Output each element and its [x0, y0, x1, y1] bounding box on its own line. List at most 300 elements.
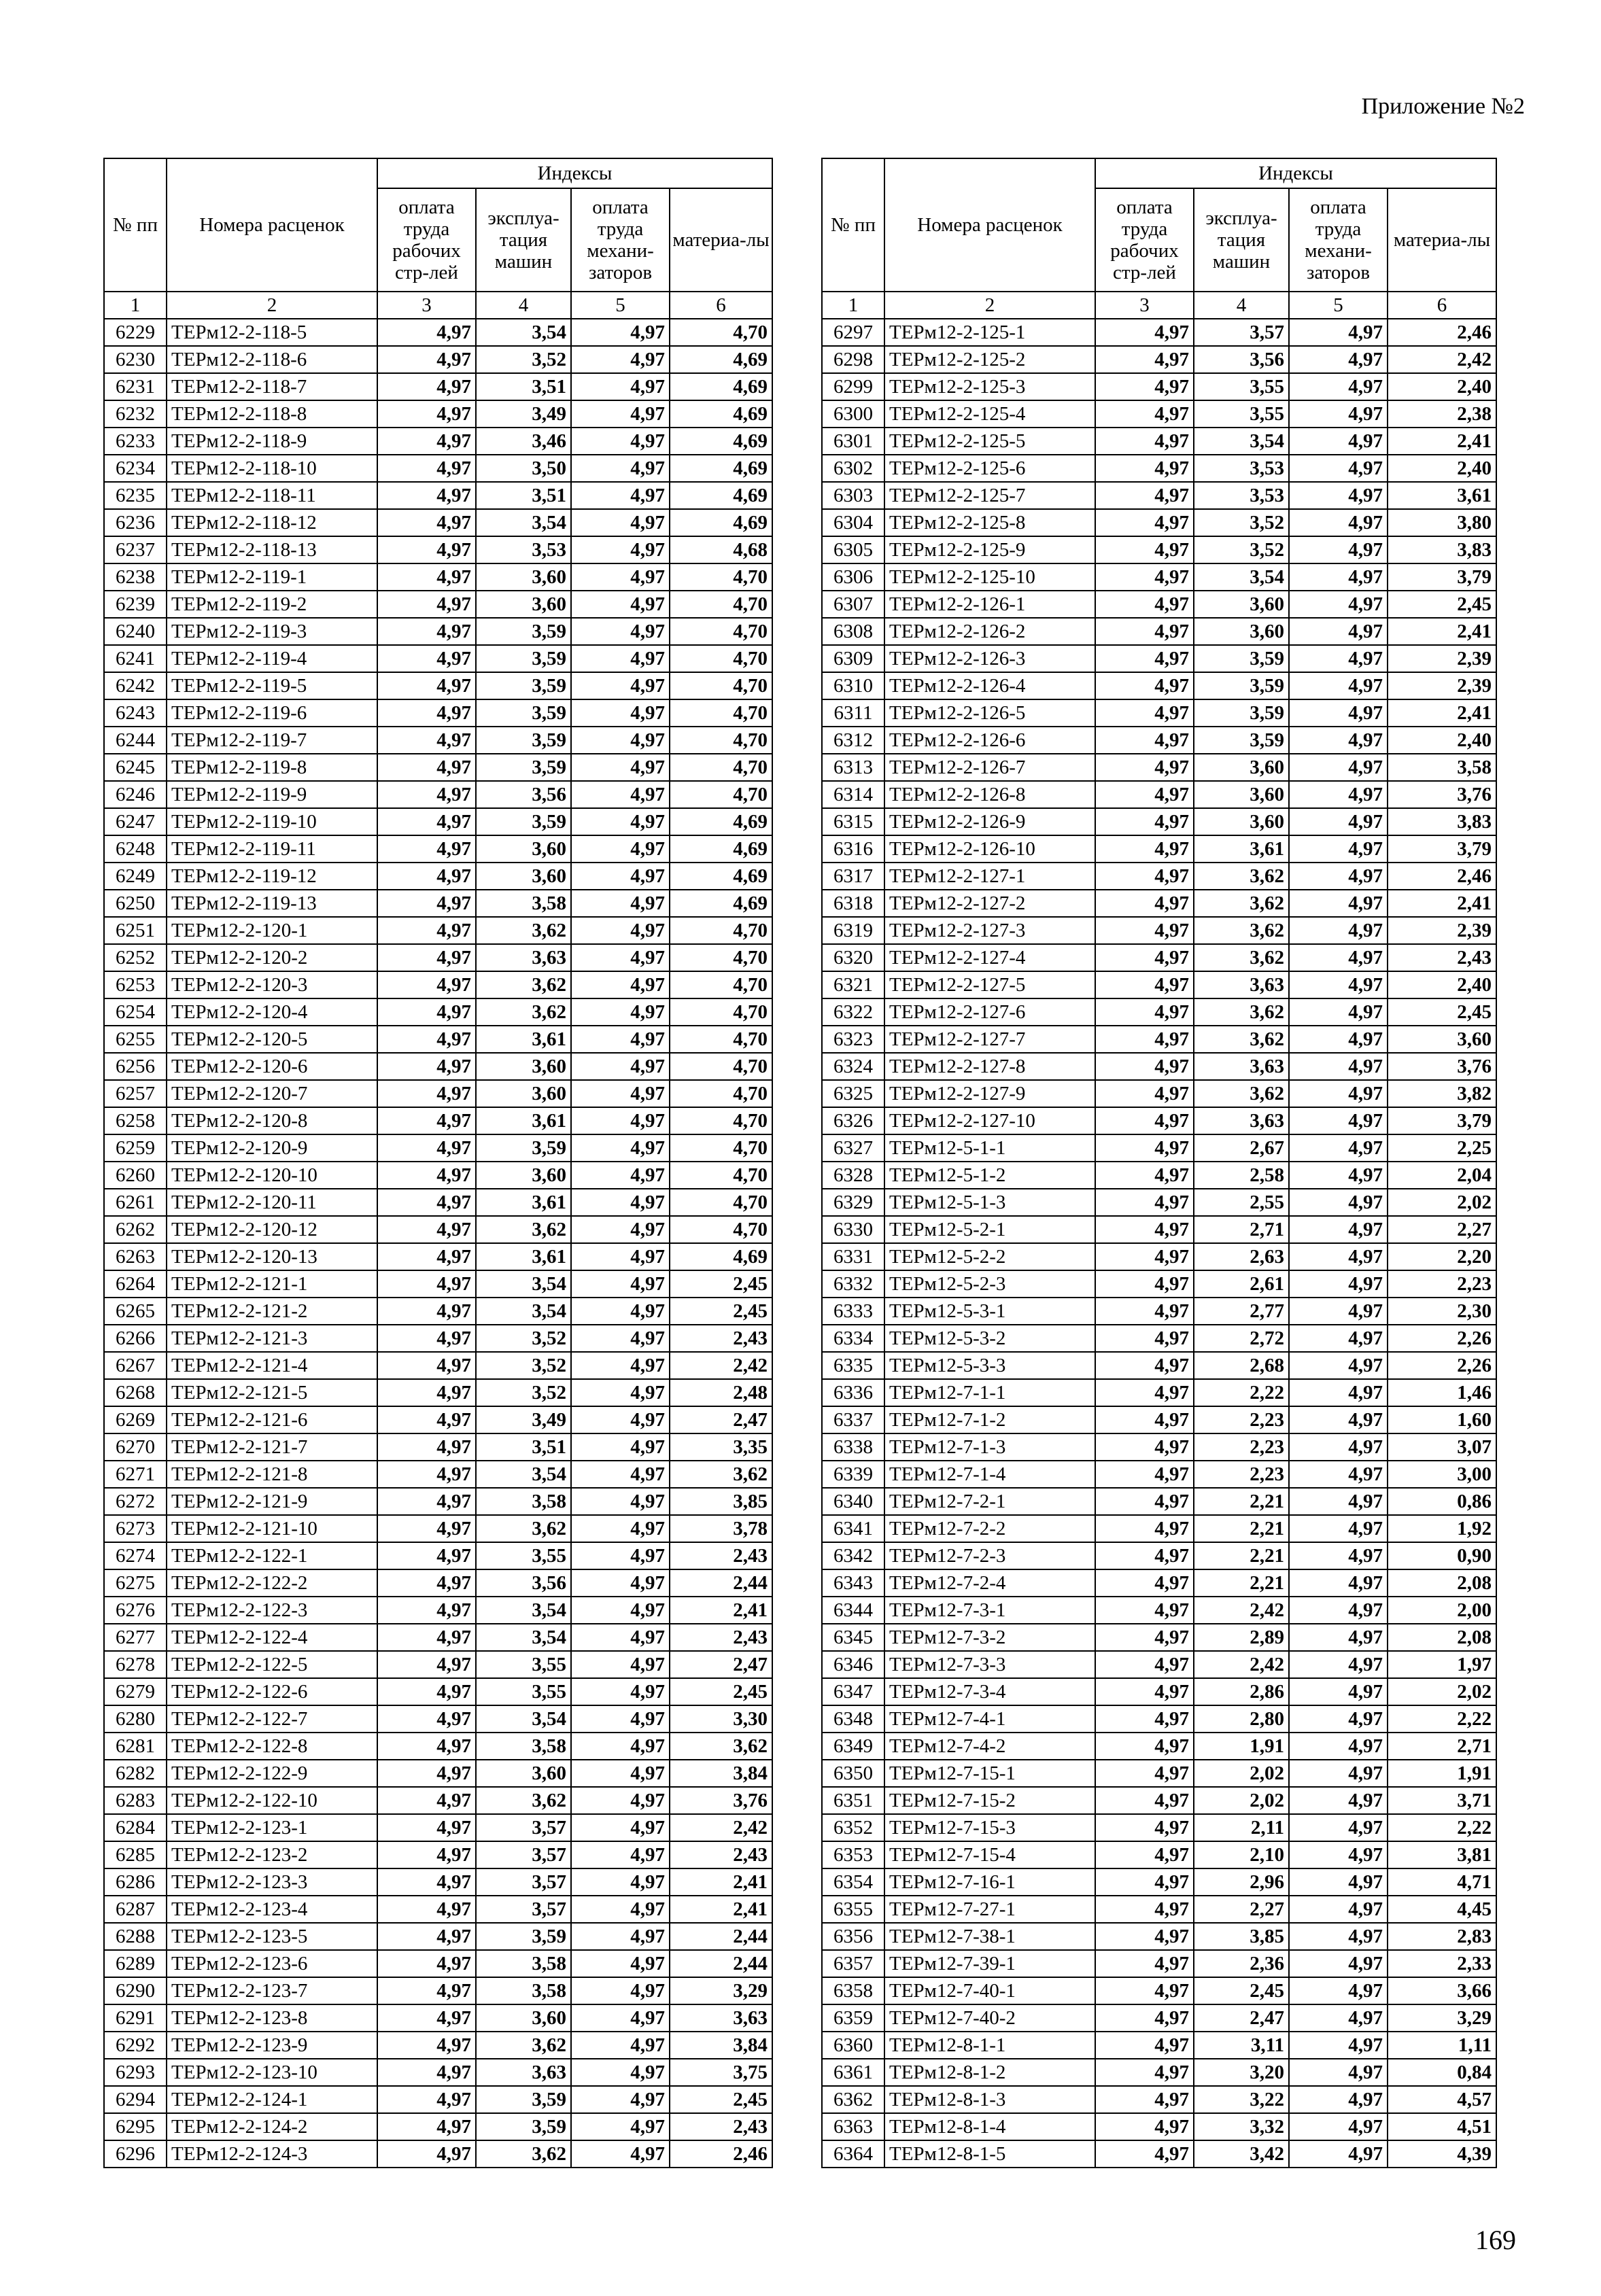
table-row — [822, 2004, 1496, 2032]
row-number: 6322 — [822, 998, 884, 1026]
table-row — [104, 727, 772, 754]
row-number: 6353 — [822, 1841, 884, 1868]
row-number: 6268 — [104, 1379, 167, 1406]
machines-index: 3,62 — [1194, 998, 1289, 1026]
labor-index: 4,97 — [377, 971, 476, 998]
row-number: 6331 — [822, 1243, 884, 1270]
operators-index: 4,97 — [1289, 319, 1388, 346]
table-row — [822, 1243, 1496, 1270]
materials-index: 2,71 — [1388, 1733, 1496, 1760]
machines-index: 3,59 — [476, 672, 571, 699]
materials-index: 2,08 — [1388, 1569, 1496, 1597]
operators-index: 4,97 — [1289, 1325, 1388, 1352]
labor-index: 4,97 — [1095, 1597, 1194, 1624]
row-number: 6260 — [104, 1162, 167, 1189]
row-number: 6282 — [104, 1760, 167, 1787]
machines-index: 3,52 — [476, 1352, 571, 1379]
operators-index: 4,97 — [571, 1134, 670, 1162]
operators-index: 4,97 — [571, 1352, 670, 1379]
labor-index: 4,97 — [1095, 1243, 1194, 1270]
table-row — [104, 1896, 772, 1923]
row-number: 6255 — [104, 1026, 167, 1053]
rate-code: ТЕРм12-2-126-5 — [884, 699, 1095, 727]
materials-index: 0,84 — [1388, 2059, 1496, 2086]
machines-index: 2,68 — [1194, 1352, 1289, 1379]
machines-index: 2,11 — [1194, 1814, 1289, 1841]
operators-index: 4,97 — [571, 428, 670, 455]
materials-index: 2,41 — [1388, 428, 1496, 455]
operators-index: 4,97 — [571, 2113, 670, 2140]
col-index: 5 — [1289, 292, 1388, 319]
row-number: 6264 — [104, 1270, 167, 1298]
row-number: 6253 — [104, 971, 167, 998]
materials-index: 3,30 — [670, 1705, 772, 1733]
row-number: 6364 — [822, 2140, 884, 2168]
materials-index: 3,83 — [1388, 808, 1496, 835]
labor-index: 4,97 — [377, 1868, 476, 1896]
labor-index: 4,97 — [1095, 1461, 1194, 1488]
machines-index: 3,61 — [476, 1243, 571, 1270]
labor-index: 4,97 — [1095, 1868, 1194, 1896]
materials-index: 2,44 — [670, 1950, 772, 1977]
operators-index: 4,97 — [1289, 1488, 1388, 1515]
table-row — [822, 1814, 1496, 1841]
operators-index: 4,97 — [571, 509, 670, 536]
table-row — [104, 1515, 772, 1542]
row-number: 6350 — [822, 1760, 884, 1787]
labor-index: 4,97 — [1095, 1515, 1194, 1542]
materials-index: 3,83 — [1388, 536, 1496, 563]
row-number: 6238 — [104, 563, 167, 591]
labor-index: 4,97 — [1095, 1705, 1194, 1733]
row-number: 6310 — [822, 672, 884, 699]
row-number: 6258 — [104, 1107, 167, 1134]
labor-index: 4,97 — [377, 536, 476, 563]
machines-index: 2,96 — [1194, 1868, 1289, 1896]
rate-code: ТЕРм12-2-126-9 — [884, 808, 1095, 835]
row-number: 6317 — [822, 863, 884, 890]
machines-index: 3,60 — [476, 1080, 571, 1107]
machines-index: 2,23 — [1194, 1433, 1289, 1461]
labor-index: 4,97 — [377, 1270, 476, 1298]
col-index: 1 — [104, 292, 167, 319]
table-row — [104, 1787, 772, 1814]
operators-index: 4,97 — [1289, 1162, 1388, 1189]
machines-index: 2,86 — [1194, 1678, 1289, 1705]
table-row — [104, 1026, 772, 1053]
operators-index: 4,97 — [571, 2086, 670, 2113]
labor-index: 4,97 — [1095, 346, 1194, 373]
row-number: 6354 — [822, 1868, 884, 1896]
row-number: 6293 — [104, 2059, 167, 2086]
machines-index: 3,53 — [476, 536, 571, 563]
materials-index: 3,58 — [1388, 754, 1496, 781]
materials-index: 4,69 — [670, 400, 772, 428]
row-number: 6230 — [104, 346, 167, 373]
operators-index: 4,97 — [1289, 672, 1388, 699]
rate-code: ТЕРм12-7-3-4 — [884, 1678, 1095, 1705]
table-row — [104, 1814, 772, 1841]
materials-index: 2,39 — [1388, 672, 1496, 699]
machines-index: 2,58 — [1194, 1162, 1289, 1189]
operators-index: 4,97 — [1289, 1597, 1388, 1624]
operators-index: 4,97 — [571, 1107, 670, 1134]
labor-index: 4,97 — [377, 509, 476, 536]
row-number: 6269 — [104, 1406, 167, 1433]
row-number: 6298 — [822, 346, 884, 373]
table-row — [822, 1080, 1496, 1107]
materials-index: 0,90 — [1388, 1542, 1496, 1569]
materials-index: 3,29 — [1388, 2004, 1496, 2032]
operators-index: 4,97 — [1289, 699, 1388, 727]
rate-code: ТЕРм12-5-3-3 — [884, 1352, 1095, 1379]
rate-code: ТЕРм12-2-126-3 — [884, 645, 1095, 672]
materials-index: 2,43 — [670, 1624, 772, 1651]
materials-index: 4,70 — [670, 727, 772, 754]
labor-index: 4,97 — [1095, 1923, 1194, 1950]
materials-index: 4,70 — [670, 1134, 772, 1162]
table-row — [822, 1515, 1496, 1542]
table-row — [104, 1868, 772, 1896]
operators-index: 4,97 — [571, 1243, 670, 1270]
table-row — [822, 1298, 1496, 1325]
labor-index: 4,97 — [377, 672, 476, 699]
materials-index: 1,92 — [1388, 1515, 1496, 1542]
labor-index: 4,97 — [377, 373, 476, 400]
materials-index: 4,69 — [670, 835, 772, 863]
rate-code: ТЕРм12-2-127-1 — [884, 863, 1095, 890]
labor-index: 4,97 — [377, 1597, 476, 1624]
labor-index: 4,97 — [377, 2140, 476, 2168]
machines-index: 3,56 — [476, 781, 571, 808]
labor-index: 4,97 — [1095, 672, 1194, 699]
col-header-code: Номера расценок — [167, 158, 377, 292]
machines-index: 3,52 — [1194, 509, 1289, 536]
machines-index: 3,59 — [1194, 727, 1289, 754]
table-row — [822, 645, 1496, 672]
labor-index: 4,97 — [1095, 754, 1194, 781]
col-index: 2 — [167, 292, 377, 319]
operators-index: 4,97 — [571, 1189, 670, 1216]
machines-index: 3,54 — [1194, 428, 1289, 455]
materials-index: 2,00 — [1388, 1597, 1496, 1624]
operators-index: 4,97 — [1289, 1733, 1388, 1760]
rate-code: ТЕРм12-2-120-5 — [167, 1026, 377, 1053]
labor-index: 4,97 — [1095, 319, 1194, 346]
table-row — [104, 998, 772, 1026]
row-number: 6311 — [822, 699, 884, 727]
machines-index: 3,60 — [476, 591, 571, 618]
machines-index: 3,55 — [476, 1651, 571, 1678]
machines-index: 3,59 — [476, 618, 571, 645]
materials-index: 2,39 — [1388, 917, 1496, 944]
row-number: 6297 — [822, 319, 884, 346]
materials-index: 2,42 — [1388, 346, 1496, 373]
page-number: 169 — [1475, 2225, 1516, 2255]
materials-index: 3,81 — [1388, 1841, 1496, 1868]
labor-index: 4,97 — [377, 1406, 476, 1433]
row-number: 6284 — [104, 1814, 167, 1841]
rate-code: ТЕРм12-2-125-3 — [884, 373, 1095, 400]
row-number: 6296 — [104, 2140, 167, 2168]
machines-index: 3,51 — [476, 482, 571, 509]
materials-index: 4,69 — [670, 808, 772, 835]
rate-code: ТЕРм12-7-15-3 — [884, 1814, 1095, 1841]
materials-index: 4,70 — [670, 1026, 772, 1053]
row-number: 6361 — [822, 2059, 884, 2086]
rate-code: ТЕРм12-7-40-2 — [884, 2004, 1095, 2032]
labor-index: 4,97 — [377, 1542, 476, 1569]
rate-code: ТЕРм12-7-15-1 — [884, 1760, 1095, 1787]
table-row — [822, 2140, 1496, 2168]
row-number: 6287 — [104, 1896, 167, 1923]
rate-code: ТЕРм12-2-118-5 — [167, 319, 377, 346]
operators-index: 4,97 — [1289, 428, 1388, 455]
machines-index: 3,58 — [476, 890, 571, 917]
table-row — [104, 1379, 772, 1406]
rate-code: ТЕРм12-2-118-11 — [167, 482, 377, 509]
labor-index: 4,97 — [377, 1352, 476, 1379]
row-number: 6279 — [104, 1678, 167, 1705]
col-index: 5 — [571, 292, 670, 319]
row-number: 6332 — [822, 1270, 884, 1298]
row-number: 6286 — [104, 1868, 167, 1896]
materials-index: 1,11 — [1388, 2032, 1496, 2059]
row-number: 6343 — [822, 1569, 884, 1597]
machines-index: 3,62 — [1194, 944, 1289, 971]
labor-index: 4,97 — [377, 2059, 476, 2086]
rate-code: ТЕРм12-2-120-1 — [167, 917, 377, 944]
machines-index: 2,55 — [1194, 1189, 1289, 1216]
operators-index: 4,97 — [1289, 618, 1388, 645]
machines-index: 3,63 — [1194, 1107, 1289, 1134]
materials-index: 2,30 — [1388, 1298, 1496, 1325]
table-row — [822, 1868, 1496, 1896]
row-number: 6249 — [104, 863, 167, 890]
row-number: 6326 — [822, 1107, 884, 1134]
row-number: 6243 — [104, 699, 167, 727]
rate-code: ТЕРм12-2-127-8 — [884, 1053, 1095, 1080]
materials-index: 1,91 — [1388, 1760, 1496, 1787]
table-row — [104, 1733, 772, 1760]
row-number: 6247 — [104, 808, 167, 835]
table-row — [104, 2140, 772, 2168]
rate-code: ТЕРм12-7-27-1 — [884, 1896, 1095, 1923]
labor-index: 4,97 — [1095, 1379, 1194, 1406]
machines-index: 3,62 — [476, 971, 571, 998]
materials-index: 2,45 — [1388, 998, 1496, 1026]
materials-index: 2,41 — [1388, 699, 1496, 727]
row-number: 6308 — [822, 618, 884, 645]
materials-index: 2,43 — [670, 1325, 772, 1352]
rate-code: ТЕРм12-2-123-1 — [167, 1814, 377, 1841]
machines-index: 3,51 — [476, 373, 571, 400]
materials-index: 3,00 — [1388, 1461, 1496, 1488]
machines-index: 2,77 — [1194, 1298, 1289, 1325]
machines-index: 2,80 — [1194, 1705, 1289, 1733]
operators-index: 4,97 — [571, 346, 670, 373]
row-number: 6273 — [104, 1515, 167, 1542]
operators-index: 4,97 — [571, 2032, 670, 2059]
machines-index: 3,32 — [1194, 2113, 1289, 2140]
table-row — [822, 890, 1496, 917]
col-header-num: № пп — [104, 158, 167, 292]
labor-index: 4,97 — [377, 645, 476, 672]
machines-index: 3,54 — [476, 509, 571, 536]
rate-code: ТЕРм12-5-2-3 — [884, 1270, 1095, 1298]
materials-index: 2,08 — [1388, 1624, 1496, 1651]
row-number: 6346 — [822, 1651, 884, 1678]
row-number: 6306 — [822, 563, 884, 591]
rate-code: ТЕРм12-2-122-9 — [167, 1760, 377, 1787]
operators-index: 4,97 — [571, 1977, 670, 2004]
table-row — [104, 2032, 772, 2059]
row-number: 6234 — [104, 455, 167, 482]
labor-index: 4,97 — [1095, 727, 1194, 754]
labor-index: 4,97 — [377, 1896, 476, 1923]
row-number: 6277 — [104, 1624, 167, 1651]
operators-index: 4,97 — [1289, 509, 1388, 536]
operators-index: 4,97 — [571, 1080, 670, 1107]
table-row — [822, 998, 1496, 1026]
col-header-machines: эксплуа-тация машин — [1194, 188, 1289, 292]
rate-code: ТЕРм12-5-1-1 — [884, 1134, 1095, 1162]
machines-index: 3,60 — [1194, 754, 1289, 781]
table-row — [822, 944, 1496, 971]
operators-index: 4,97 — [1289, 536, 1388, 563]
row-number: 6360 — [822, 2032, 884, 2059]
machines-index: 3,63 — [476, 2059, 571, 2086]
row-number: 6356 — [822, 1923, 884, 1950]
operators-index: 4,97 — [571, 2059, 670, 2086]
labor-index: 4,97 — [377, 1651, 476, 1678]
table-row — [822, 1678, 1496, 1705]
rate-code: ТЕРм12-2-119-3 — [167, 618, 377, 645]
machines-index: 2,10 — [1194, 1841, 1289, 1868]
materials-index: 2,40 — [1388, 727, 1496, 754]
operators-index: 4,97 — [1289, 1760, 1388, 1787]
operators-index: 4,97 — [1289, 1814, 1388, 1841]
machines-index: 2,36 — [1194, 1950, 1289, 1977]
materials-index: 4,70 — [670, 1162, 772, 1189]
operators-index: 4,97 — [1289, 563, 1388, 591]
operators-index: 4,97 — [571, 754, 670, 781]
rate-code: ТЕРм12-2-120-3 — [167, 971, 377, 998]
operators-index: 4,97 — [571, 1597, 670, 1624]
labor-index: 4,97 — [1095, 618, 1194, 645]
operators-index: 4,97 — [571, 1488, 670, 1515]
rate-code: ТЕРм12-2-121-7 — [167, 1433, 377, 1461]
rate-code: ТЕРм12-2-127-5 — [884, 971, 1095, 998]
row-number: 6355 — [822, 1896, 884, 1923]
machines-index: 3,61 — [476, 1026, 571, 1053]
row-number: 6302 — [822, 455, 884, 482]
machines-index: 3,54 — [1194, 563, 1289, 591]
machines-index: 3,58 — [476, 1488, 571, 1515]
col-index: 6 — [670, 292, 772, 319]
labor-index: 4,97 — [377, 1624, 476, 1651]
materials-index: 2,42 — [670, 1814, 772, 1841]
row-number: 6265 — [104, 1298, 167, 1325]
table-row — [822, 1406, 1496, 1433]
table-row — [104, 863, 772, 890]
materials-index: 2,48 — [670, 1379, 772, 1406]
labor-index: 4,97 — [1095, 1270, 1194, 1298]
table-row — [104, 1270, 772, 1298]
row-number: 6330 — [822, 1216, 884, 1243]
rate-code: ТЕРм12-2-125-9 — [884, 536, 1095, 563]
machines-index: 3,51 — [476, 1433, 571, 1461]
labor-index: 4,97 — [377, 1243, 476, 1270]
table-row — [104, 591, 772, 618]
rate-code: ТЕРм12-2-123-7 — [167, 1977, 377, 2004]
materials-index: 4,70 — [670, 1080, 772, 1107]
machines-index: 3,59 — [476, 1923, 571, 1950]
operators-index: 4,97 — [571, 808, 670, 835]
rate-code: ТЕРм12-2-125-2 — [884, 346, 1095, 373]
labor-index: 4,97 — [1095, 1977, 1194, 2004]
machines-index: 3,59 — [1194, 645, 1289, 672]
table-row — [822, 428, 1496, 455]
operators-index: 4,97 — [1289, 1569, 1388, 1597]
machines-index: 3,62 — [476, 998, 571, 1026]
row-number: 6236 — [104, 509, 167, 536]
labor-index: 4,97 — [377, 1134, 476, 1162]
rate-code: ТЕРм12-2-120-11 — [167, 1189, 377, 1216]
materials-index: 4,70 — [670, 781, 772, 808]
operators-index: 4,97 — [571, 944, 670, 971]
rate-code: ТЕРм12-2-127-10 — [884, 1107, 1095, 1134]
labor-index: 4,97 — [377, 2086, 476, 2113]
row-number: 6329 — [822, 1189, 884, 1216]
rate-code: ТЕРм12-2-118-13 — [167, 536, 377, 563]
operators-index: 4,97 — [571, 1733, 670, 1760]
materials-index: 4,69 — [670, 482, 772, 509]
rate-code: ТЕРм12-2-126-1 — [884, 591, 1095, 618]
machines-index: 3,54 — [476, 319, 571, 346]
table-row — [822, 482, 1496, 509]
machines-index: 2,21 — [1194, 1542, 1289, 1569]
labor-index: 4,97 — [377, 998, 476, 1026]
materials-index: 2,41 — [1388, 890, 1496, 917]
rate-code: ТЕРм12-2-120-10 — [167, 1162, 377, 1189]
materials-index: 2,26 — [1388, 1352, 1496, 1379]
col-index: 4 — [476, 292, 571, 319]
labor-index: 4,97 — [1095, 1162, 1194, 1189]
operators-index: 4,97 — [1289, 863, 1388, 890]
operators-index: 4,97 — [1289, 591, 1388, 618]
machines-index: 2,22 — [1194, 1379, 1289, 1406]
machines-index: 3,59 — [476, 1134, 571, 1162]
operators-index: 4,97 — [571, 917, 670, 944]
table-row — [822, 1053, 1496, 1080]
labor-index: 4,97 — [377, 1569, 476, 1597]
labor-index: 4,97 — [1095, 1542, 1194, 1569]
operators-index: 4,97 — [571, 998, 670, 1026]
labor-index: 4,97 — [1095, 1107, 1194, 1134]
operators-index: 4,97 — [1289, 1107, 1388, 1134]
machines-index: 3,57 — [476, 1814, 571, 1841]
table-row — [104, 1406, 772, 1433]
row-number: 6352 — [822, 1814, 884, 1841]
labor-index: 4,97 — [1095, 699, 1194, 727]
col-header-code: Номера расценок — [884, 158, 1095, 292]
row-number: 6345 — [822, 1624, 884, 1651]
row-number: 6341 — [822, 1515, 884, 1542]
labor-index: 4,97 — [377, 2004, 476, 2032]
table-row — [822, 563, 1496, 591]
operators-index: 4,97 — [571, 2140, 670, 2168]
